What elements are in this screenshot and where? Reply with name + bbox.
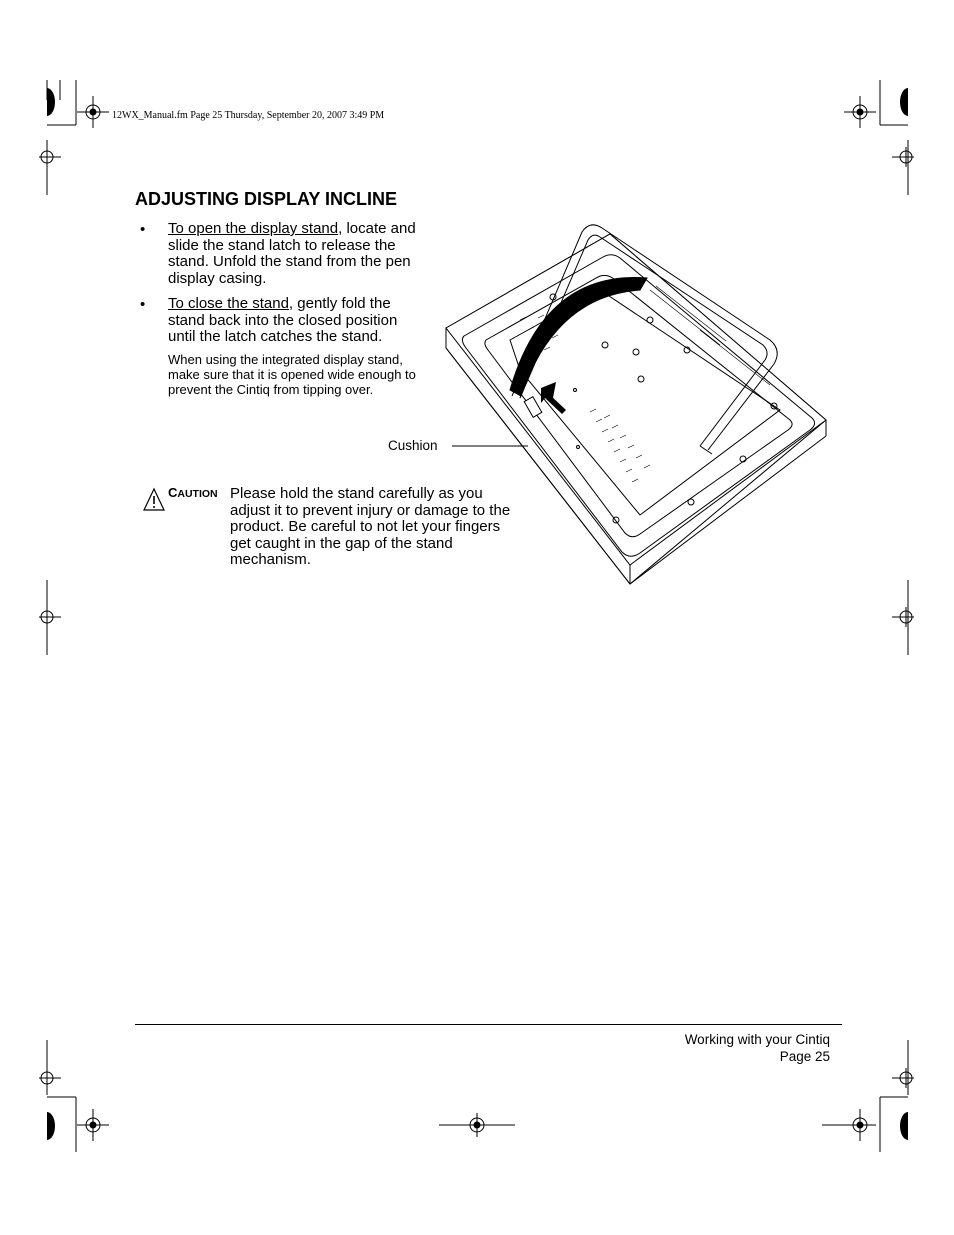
caution-label-initial: C — [168, 485, 178, 500]
bullet-close-text: , gently fold the stand back into the closed position until the latch catches the stand. — [168, 295, 398, 345]
bullet-open-link: To open the display stand — [168, 220, 339, 237]
warning-triangle-icon — [142, 487, 166, 513]
section-title: ADJUSTING DISPLAY INCLINE — [135, 189, 398, 209]
footer-chapter: Working with your Cintiq — [684, 1032, 830, 1047]
caution-label-rest: AUTION — [177, 488, 218, 500]
caution-text: Please hold the stand carefully as you adjust it to prevent injury or damage to the product. Be careful to not let your fingers get caught in the gap of the stand mechanism. — [230, 485, 511, 568]
bullet-mark: • — [140, 221, 146, 238]
footer-page-number: Page 25 — [779, 1049, 830, 1064]
bullet-open-text: , locate and slide the stand latch to release the stand. Unfold the stand from the pen display casing. — [168, 220, 416, 287]
caution-label — [168, 485, 218, 500]
bullet-mark: • — [140, 296, 146, 313]
note-text: When using the integrated display stand, make sure that it is opened wide enough to prevent the Cintiq from tipping over. — [168, 352, 416, 397]
cushion-callout-label: Cushion — [388, 438, 438, 453]
print-header: 12WX_Manual.fm Page 25 Thursday, September 20, 2007 3:49 PM — [112, 110, 385, 121]
bullet-close-link: To close the stand — [168, 295, 289, 312]
footer-rule — [135, 1024, 842, 1025]
